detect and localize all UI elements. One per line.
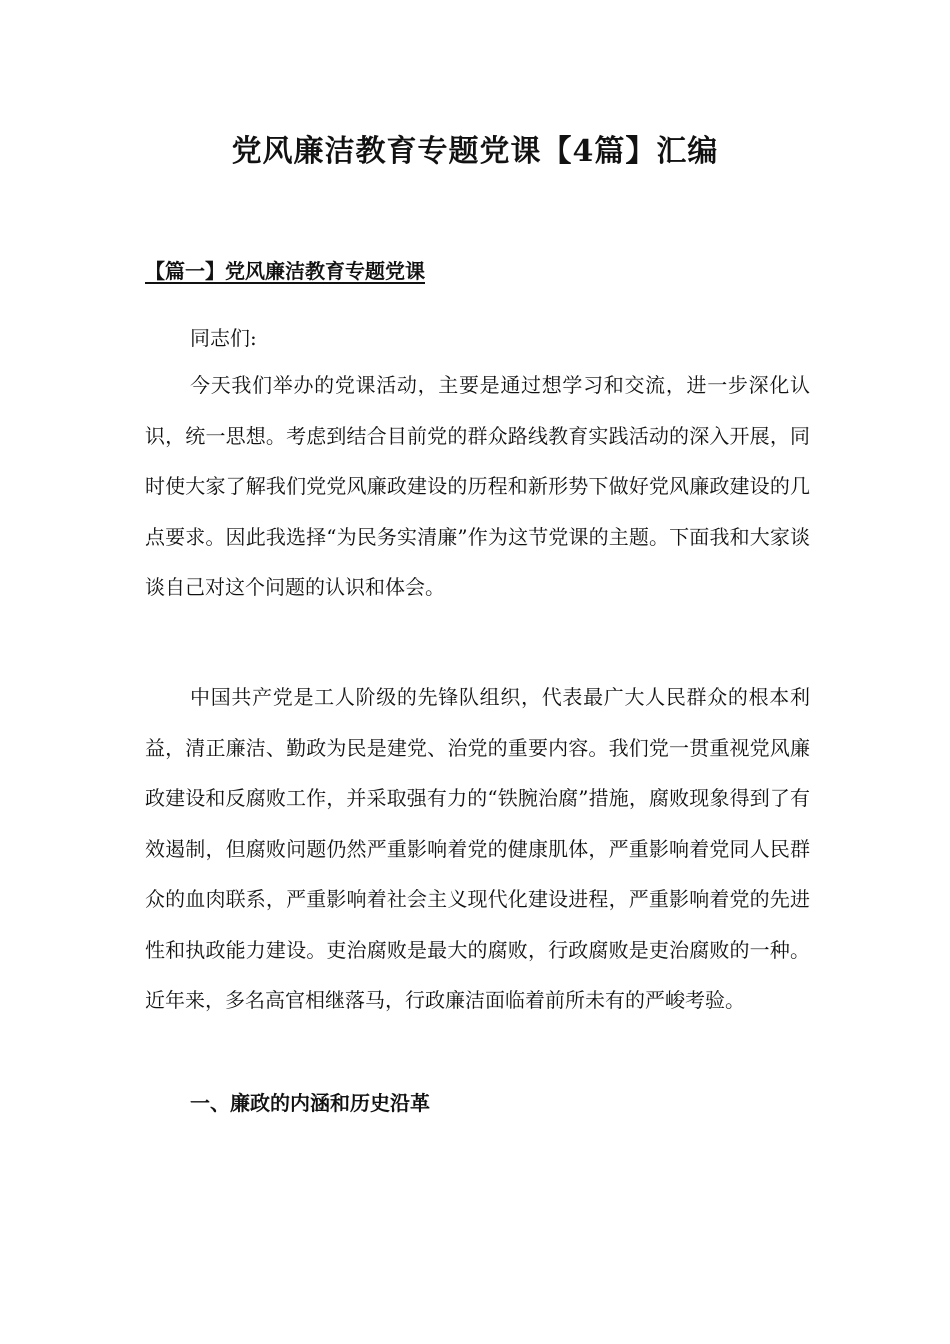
section-heading: 【篇一】党风廉洁教育专题党课	[145, 259, 425, 283]
body-paragraph-1: 今天我们举办的党课活动，主要是通过想学习和交流，进一步深化认识，统一思想。考虑到结合目前党的群众路线教育实践活动的深入开展，同时使大家了解我们党党风廉政建设的历程和新形势下做好党风廉政建设的几点要求。因此我选择“为民务实清廉”作为这节党课的主题。下面我和大家谈谈自己对这个问题的认识和体会。	[145, 373, 810, 599]
body-paragraph-2: 中国共产党是工人阶级的先锋队组织，代表最广大人民群众的根本利益，清正廉洁、勤政为民是建党、治党的重要内容。我们党一贯重视党风廉政建设和反腐败工作，并采取强有力的“铁腕治腐”措施，腐败现象得到了有效遏制，但腐败问题仍然严重影响着党的健康肌体，严重影响着党同人民群众的血肉联系，严重影响着社会主义现代化建设进程，严重影响着党的先进性和执政能力建设。吏治腐败是最大的腐败，行政腐败是吏治腐败的一种。近年来，多名高官相继落马，行政廉洁面临着前所未有的严峻考验。	[145, 685, 810, 1012]
document-title: 党风廉洁教育专题党课【4篇】汇编	[231, 134, 719, 169]
greeting-text: 同志们:	[190, 326, 257, 350]
subsection-heading: 一、廉政的内涵和历史沿革	[190, 1091, 430, 1115]
